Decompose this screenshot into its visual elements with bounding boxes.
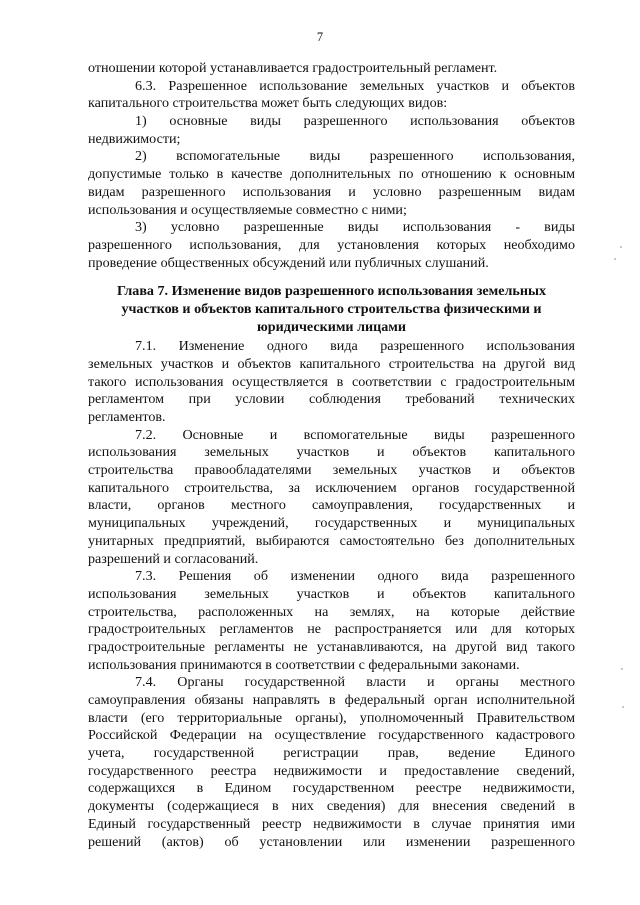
section-7-2 [88, 427, 575, 569]
text-line: 7.2. Основные и вспомогательные виды разрешенного [135, 426, 575, 443]
list-item-2-line: 2) вспомогательные виды разрешенного использования, [135, 148, 575, 165]
text-line: 7.3. Решения об изменении одного вида разрешенного [135, 568, 575, 585]
text-line: капитального строительства, за исключением органов государственной [88, 479, 575, 496]
text-line: земельных участков и объектов капитального строительства на другой вид [88, 355, 575, 372]
text-line: разрешений и согласований. [88, 550, 259, 567]
list-item-3-line: разрешенного использования, для установления которых необходимо [88, 236, 575, 253]
text-line: документы (содержащиеся в них сведения) для внесения сведений в [88, 798, 575, 815]
text-line: использования принимаются в соответствии с федеральными законами. [88, 656, 520, 673]
list-item-3-line: 3) условно разрешенные виды использования - виды [135, 219, 575, 236]
text-line: государственного реестра недвижимости и предоставление сведений, [88, 762, 575, 779]
list-item-2-line: допустимые только в качестве дополнительных по отношению к основным [88, 166, 575, 183]
text-line: использования земельных участков и объектов капитального [88, 444, 575, 461]
section-6-3 [88, 78, 575, 273]
text-line: содержащихся в Едином государственном реестре недвижимости, [88, 780, 575, 797]
list-item-3-line: проведение общественных обсуждений или публичных слушаний. [88, 254, 489, 271]
list-item-1-line: недвижимости; [88, 130, 181, 147]
list-item-2-line: видам разрешенного использования и условно разрешенным видам [88, 183, 575, 200]
text-line: муниципальных учреждений, государственных и муниципальных [88, 515, 575, 532]
page-number: 7 [316, 30, 324, 44]
document-body [88, 60, 575, 851]
chapter-heading-line: участков и объектов капитального строительства физическими и [121, 301, 542, 318]
section-7-3 [88, 568, 575, 674]
text-line: 6.3. Разрешенное использование земельных участков и объектов [135, 77, 575, 94]
text-line: 7.4. Органы государственной власти и органы местного [135, 674, 575, 691]
text-line: отношении которой устанавливается градостроительный регламент. [88, 60, 498, 76]
text-line: Российской Федерации на осуществление государственного кадастрового [88, 727, 575, 744]
scan-speck [620, 246, 622, 248]
section-7-4 [88, 674, 575, 851]
text-line: такого использования осуществляется в соответствии с градостроительным [88, 373, 575, 390]
intro-paragraph [88, 60, 575, 78]
text-line: строительства, расположенных на землях, на которые действие [88, 603, 575, 620]
chapter-7-heading [88, 282, 575, 336]
text-line: Единый государственный реестр недвижимости в случае принятия ими [88, 815, 575, 832]
list-item-1-line: 1) основные виды разрешенного использования объектов [135, 113, 575, 130]
scan-speck [614, 258, 616, 260]
scan-speck [622, 706, 624, 708]
chapter-heading-line: Глава 7. Изменение видов разрешенного использования земельных [116, 283, 547, 300]
text-line: градостроительных регламентов не распространяется или для которых [88, 621, 575, 638]
section-7-1 [88, 338, 575, 426]
text-line: 7.1. Изменение одного вида разрешенного использования [135, 338, 575, 355]
scan-speck [621, 668, 623, 670]
text-line: капитального строительства может быть следующих видов: [88, 95, 448, 112]
text-line: власти (его территориальные органы), уполномоченный Правительством [88, 709, 575, 726]
text-line: решений (актов) об установлении или изменении разрешенного [88, 833, 575, 850]
text-line: строительства правообладателями земельных участков и объектов [88, 462, 575, 479]
text-line: самоуправления обязаны направлять в федеральный орган исполнительной [88, 692, 575, 708]
text-line: использования земельных участков и объектов капитального [88, 585, 575, 602]
text-line: регламентом при условии соблюдения требований технических [88, 391, 575, 408]
text-line: градостроительные регламенты не устанавливаются, на другой вид такого [88, 638, 575, 655]
text-line: власти, органов местного самоуправления, государственных и [88, 497, 575, 514]
chapter-heading-line: юридическими лицами [256, 319, 406, 336]
text-line: унитарных предприятий, выбираются самостоятельно без дополнительных [88, 532, 575, 549]
list-item-2-line: использования и осуществляемые совместно с ними; [88, 201, 407, 218]
text-line: регламентов. [88, 409, 166, 425]
text-line: учета, государственной регистрации прав, ведение Единого [88, 745, 575, 762]
